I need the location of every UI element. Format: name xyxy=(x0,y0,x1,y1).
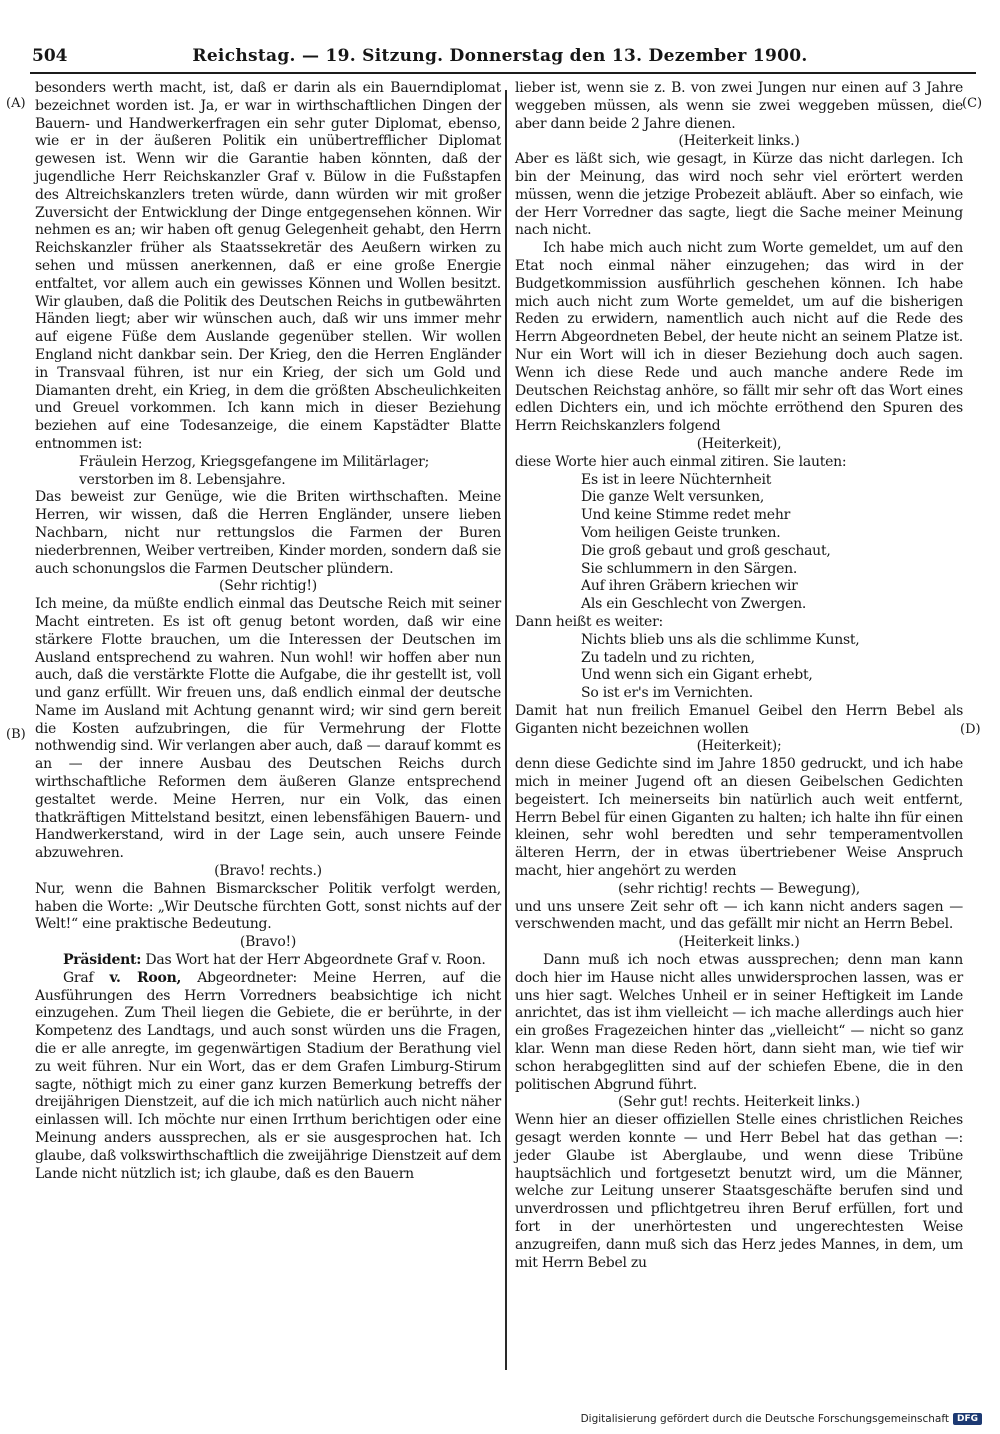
dfg-logo: DFG xyxy=(953,1413,982,1425)
right-column-paragraph xyxy=(515,667,963,685)
paragraph-text: Ich meine, da müßte endlich einmal das Deutsche Reich mit seiner Macht eintreten. Es ist oft genug betont worden, daß wir eine stärkere Flotte brauchen, um die Interessen der Deutschen im Ausland entsprechend zu wahren. Nun wohl! wir hoffen aber nun auch, daß die verstärkte Flotte die Aufgabe, die ihr gestellt ist, voll und ganz erfüllt. Wir freuen uns, daß endlich einmal der deutsche Name im Ausland mit Achtung genannt wird; wir sind gern bereit die Kosten aufzubringen, die für Vermehrung der Flotte nothwendig sind. Wir verlangen aber auch, daß — darauf kommt es an — der innere Ausbau des Deutschen Reichs durch wirthschaftliche Reformen dem äußeren Glanze entsprechend gestaltet werde. Meine Herren, nur ein Volk, das einen thatkräftigen Mittelstand besitzt, einen lebensfähigen Bauern- und Handwerkerstand, wird in der Lage sein, auch unsere Feinde abzuwehren. xyxy=(35,596,501,862)
paragraph-text: Aber es läßt sich, wie gesagt, in Kürze das nicht darlegen. Ich bin der Meinung, das wird noch sehr viel erörtert werden müssen, wenn die jetzige Probezeit abläuft. Aber so einfach, wie der Herr Vorredner das sagte, liegt die Sache meiner Meinung nach nicht. xyxy=(515,151,963,239)
paragraph-text: Zu tadeln und zu richten, xyxy=(581,649,755,666)
speaker-title: Graf xyxy=(63,969,110,986)
page-header xyxy=(30,44,970,70)
paragraph-text: lieber ist, wenn sie z. B. von zwei Jungen nur einen auf 3 Jahre weggeben müssen, als wenn sie zwei weggeben müssen, die aber dann beide 2 Jahre dienen. xyxy=(515,80,963,132)
right-column-paragraph xyxy=(515,133,963,151)
right-column-paragraph xyxy=(515,650,963,668)
paragraph-text: Dann muß ich noch etwas aussprechen; denn man kann doch hier im Hause nicht alles unwidersprochen lassen, was er uns hier sagt. Welches Unheil er in seiner Heftigkeit im Lande anrichtet, das ist ihm vielleicht — ich mache allerdings auch hier ein großes Fragezeichen hinter das „vielleicht“ — nicht so ganz klar. Wenn man diese Reden hört, dann sieht man, wie tief wir schon herabgeglitten sind auf der schiefen Ebene, die in den politischen Abgrund führt. xyxy=(515,952,963,1093)
right-column-paragraph xyxy=(515,525,963,543)
right-column-paragraph xyxy=(515,881,963,899)
margin-mark-b: (B) xyxy=(6,727,26,742)
paragraph-text: (Bravo! rechts.) xyxy=(214,863,322,880)
right-column-paragraph xyxy=(515,685,963,703)
footer-credit: Digitalisierung gefördert durch die Deutsche Forschungsgemeinschaft xyxy=(580,1413,949,1425)
paragraph-text: (Heiterkeit links.) xyxy=(678,934,800,951)
paragraph-text: Es ist in leere Nüchternheit xyxy=(581,471,772,488)
paragraph-text: Auf ihren Gräbern kriechen wir xyxy=(581,578,798,595)
paragraph-text: besonders werth macht, ist, daß er darin als ein Bauerndiplomat bezeichnet worden ist. Ja, er war in wirthschaftlichen Dingen der Bauern- und Handwerkerfragen ein sehr guter Diplomat, ebenso, wie er in der äußeren Politik ein unübertrefflicher Diplomat gewesen ist. Wenn wir die Garantie haben könnten, daß der jugendliche Herr Reichskanzler Graf v. Bülow in die Fußstapfen des Altreichskanzlers treten würde, dann würden wir mit großer Zuversicht der Entwicklung der Dinge entgegensehen können. Wir nehmen es an; wir haben oft genug Gelegenheit gehabt, den Herrn Reichskanzler früher als Staatssekretär des Aeußern wirken zu sehen und müssen anerkennen, daß er eine große Energie entfaltet, vor allem auch ein gewisses Können und Wollen besitzt. Wir glauben, daß die Politik des Deutschen Reichs in gutbewährten Händen liegt; aber wir wünschen auch, daß wir uns immer mehr auf eigene Füße dem Auslande gegenüber stellen. Wir wollen England nicht dankbar sein. Der Krieg, den die Herren Engländer in Transvaal führen, ist nur ein Krieg, der sich um Gold und Diamanten dreht, ein Krieg, in dem die größten Abscheulichkeiten und Greuel vorkommen. Ich kann mich in dieser Beziehung beziehen auf eine Todesanzeige, die einem Kapstädter Blatte entnommen ist: xyxy=(35,80,501,452)
left-column-paragraph xyxy=(35,596,501,863)
right-column-paragraph xyxy=(515,596,963,614)
margin-mark-c: (C) xyxy=(962,96,983,111)
paragraph-text: (Heiterkeit); xyxy=(696,738,782,755)
speaker-name: Präsident: xyxy=(63,952,142,969)
page-number: 504 xyxy=(32,46,68,66)
right-column-paragraph xyxy=(515,543,963,561)
margin-mark-a: (A) xyxy=(6,96,26,111)
left-column-paragraph xyxy=(35,952,501,970)
right-column-paragraph xyxy=(515,80,963,133)
digitization-footer xyxy=(581,1413,982,1425)
paragraph-text: und uns unsere Zeit sehr oft — ich kann nicht anders sagen — verschwenden macht, und das gefällt mir nicht an Herrn Bebel. xyxy=(515,898,963,933)
paragraph-text: (sehr richtig! rechts — Bewegung), xyxy=(617,880,861,897)
right-column-paragraph xyxy=(515,489,963,507)
paragraph-text: Ich habe mich auch nicht zum Worte gemeldet, um auf den Etat noch einmal näher einzugehen; das wird in der Budgetkommission ausführlich geschehen können. Ich habe mich auch nicht zum Worte gemeldet, um auf die bisherigen Reden zu erwidern, namentlich auch nicht auf die Rede des Herrn Abgeordneten Bebel, der heute nicht an seinem Platze ist. Nur ein Wort will ich in dieser Beziehung doch auch sagen. Wenn ich diese Rede und auch manche andere Rede im Deutschen Reichstag anhöre, so fällt mir sehr oft das Wort eines edlen Dichters ein, und ich möchte erröthend den Spuren des Herrn Reichskanzlers folgend xyxy=(515,240,963,435)
paragraph-text: denn diese Gedichte sind im Jahre 1850 gedruckt, und ich habe mich in meiner Jugend oft an diesen Geibelschen Gedichten begeistert. Ich meinerseits bin natürlich auch weit entfernt, Herrn Bebel für einen Giganten zu halten; ich halte ihn für einen kleinen, sehr wohl beredten und sehr temperamentvollen älteren Herrn, der in etwas übertriebener Weise Anspruch macht, hier angehört zu werden xyxy=(515,756,963,880)
right-column-paragraph xyxy=(515,472,963,490)
left-column-paragraph xyxy=(35,578,501,596)
paragraph-text: Wenn hier an dieser offiziellen Stelle eines christlichen Reiches gesagt werden konnte — und Herr Bebel hat das gethan —: jeder Glaube ist Aberglaube, und wenn diese Tribüne hauptsächlich und fortgesetzt benutzt wird, um die Männer, welche zur Leitung unserer Staatsgeschäfte berufen sind und unverdrossen und pflichtgetreu ihren Beruf erfüllen, fort und fort in der unerhörtesten und ungerechtesten Weise anzugreifen, dann muß sich das Herz jedes Mannes, in dem, um mit Herrn Bebel zu xyxy=(515,1112,963,1271)
right-column-paragraph xyxy=(515,507,963,525)
speaker-name: v. Roon, xyxy=(109,969,182,986)
right-column-paragraph xyxy=(515,738,963,756)
left-column xyxy=(35,80,501,1183)
right-column-paragraph xyxy=(515,614,963,632)
header-rule xyxy=(30,72,976,74)
paragraph-text: (Bravo!) xyxy=(239,934,297,951)
paragraph-text: Die groß gebaut und groß geschaut, xyxy=(581,542,831,559)
right-column-paragraph xyxy=(515,1094,963,1112)
right-column-paragraph xyxy=(515,934,963,952)
right-column-paragraph xyxy=(515,1112,963,1272)
paragraph-text: (Heiterkeit), xyxy=(696,435,782,452)
paragraph-text: Als ein Geschlecht von Zwergen. xyxy=(581,596,807,613)
paragraph-text: Dann heißt es weiter: xyxy=(515,613,663,630)
right-column-paragraph xyxy=(515,703,963,739)
right-column-paragraph xyxy=(515,578,963,596)
page-title: Reichstag. — 19. Sitzung. Donnerstag den 13. Dezember 1900. xyxy=(192,46,808,66)
paragraph-text: Vom heiligen Geiste trunken. xyxy=(581,524,781,541)
column-divider xyxy=(505,90,507,1370)
paragraph-text: So ist er's im Vernichten. xyxy=(581,685,753,702)
paragraph-text: Abgeordneter: Meine Herren, auf die Ausführungen des Herrn Vorredners beabsichtige ich nicht einzugehen. Zum Theil liegen die Gebiete, die er berührte, in der Kompetenz des Landtags, und auch sonst würden uns die Fragen, die er alle anregte, im gegenwärtigen Stadium der Berathung viel zu weit führen. Nur ein Wort, das er dem Grafen Limburg-Stirum sagte, nöthigt mich zu einer ganz kurzen Bemerkung betreffs der dreijährigen Dienstzeit, auf die ich mich natürlich auch nicht näher einlassen will. Ich möchte nur einen Irrthum berichtigen oder eine Meinung anders aussprechen, als er sie ausgesprochen hat. Ich glaube, daß volkswirthschaftlich die zweijährige Dienstzeit auf dem Lande nicht nützlich ist; ich glaube, daß es den Bauern xyxy=(35,969,502,1182)
right-column-paragraph xyxy=(515,240,963,436)
left-column-paragraph xyxy=(35,80,501,454)
left-column-paragraph xyxy=(35,489,501,578)
paragraph-text: Sie schlummern in den Särgen. xyxy=(581,560,798,577)
left-column-paragraph xyxy=(35,881,501,934)
right-column-paragraph xyxy=(515,561,963,579)
right-column-paragraph xyxy=(515,632,963,650)
paragraph-text: (Sehr gut! rechts. Heiterkeit links.) xyxy=(618,1094,860,1111)
right-column-paragraph xyxy=(515,454,963,472)
margin-mark-d: (D) xyxy=(960,722,981,737)
paragraph-text: Und keine Stimme redet mehr xyxy=(581,507,791,524)
paragraph-text: Nichts blieb uns als die schlimme Kunst, xyxy=(581,631,860,648)
paragraph-text: Die ganze Welt versunken, xyxy=(581,489,765,506)
paragraph-text: Und wenn sich ein Gigant erhebt, xyxy=(581,667,813,684)
paragraph-text: Das beweist zur Genüge, wie die Briten wirthschaften. Meine Herren, wir wissen, daß die Herren Engländer, unsere lieben Nachbarn, nicht nur rettungslos die Farmen der Buren niederbrennen, Weiber vertreiben, Kinder morden, sondern daß sie auch schonungslos die Farmen Deutscher plündern. xyxy=(35,489,501,577)
left-column-paragraph xyxy=(35,863,501,881)
paragraph-text: Fräulein Herzog, Kriegsgefangene im Militärlager; verstorben im 8. Lebensjahre. xyxy=(79,453,430,488)
paragraph-text: diese Worte hier auch einmal zitiren. Sie lauten: xyxy=(515,453,847,470)
right-column-paragraph xyxy=(515,952,963,1094)
left-column-paragraph xyxy=(35,454,501,490)
paragraph-text: Damit hat nun freilich Emanuel Geibel den Herrn Bebel als Giganten nicht bezeichnen wollen xyxy=(515,702,963,737)
right-column-paragraph xyxy=(515,151,963,240)
right-column-paragraph xyxy=(515,436,963,454)
paragraph-text: (Heiterkeit links.) xyxy=(678,133,800,150)
right-column-paragraph xyxy=(515,899,963,935)
paragraph-text: Das Wort hat der Herr Abgeordnete Graf v. Roon. xyxy=(141,952,486,969)
paragraph-text: Nur, wenn die Bahnen Bismarckscher Politik verfolgt werden, haben die Worte: „Wir Deutsche fürchten Gott, sonst nichts auf der Welt!“ eine praktische Bedeutung. xyxy=(35,880,501,933)
right-column xyxy=(515,80,963,1272)
left-column-paragraph xyxy=(35,970,501,1184)
paragraph-text: (Sehr richtig!) xyxy=(219,578,317,595)
right-column-paragraph xyxy=(515,756,963,881)
left-column-paragraph xyxy=(35,934,501,952)
